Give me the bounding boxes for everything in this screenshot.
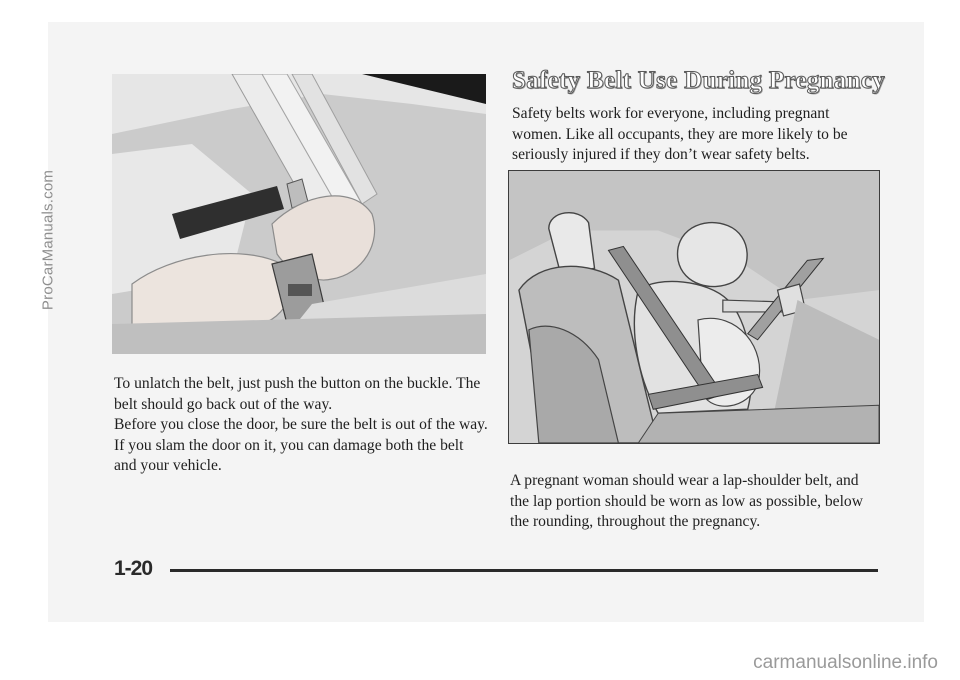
side-watermark: ProCarManuals.com	[39, 169, 57, 311]
intro-paragraph: Safety belts work for everyone, including pregnant women. Like all occupants, they are more likely to be seriously injured if they don’t wear safety belts.	[512, 105, 848, 163]
buckle-photo	[112, 74, 486, 354]
pregnant-occupant-illustration	[508, 170, 880, 444]
section-heading: Safety Belt Use During Pregnancy	[512, 67, 885, 94]
unlatch-paragraph: To unlatch the belt, just push the button on the buckle. The belt should go back out of the way.	[114, 375, 481, 413]
footer-rule	[170, 569, 878, 572]
door-warning-paragraph: Before you close the door, be sure the belt is out of the way. If you slam the door on it, you can damage both the belt and your vehicle.	[114, 416, 488, 474]
pregnancy-note-paragraph: A pregnant woman should wear a lap-shoulder belt, and the lap portion should be worn as low as possible, below the rounding, throughout the pregnancy.	[510, 472, 863, 530]
bottom-watermark: carmanualsonline.info	[753, 652, 938, 673]
page-number: 1-20	[114, 557, 153, 580]
